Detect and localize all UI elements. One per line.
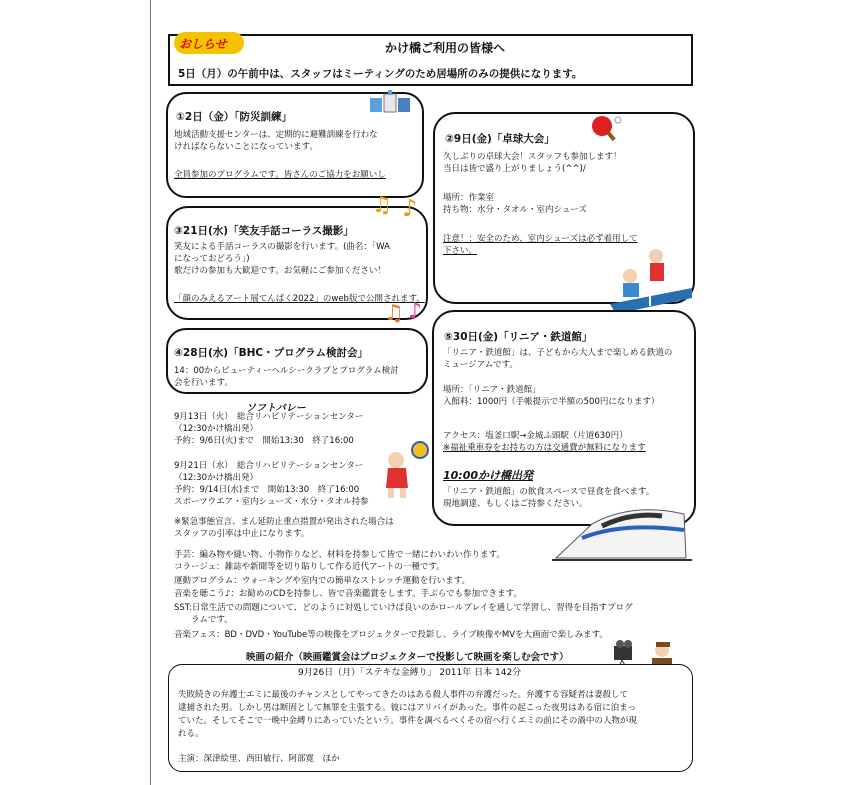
svg-text:♫: ♫ — [384, 301, 404, 326]
movie-cast: 主演：深津絵里、西田敏行、阿部寛 ほか — [178, 754, 340, 764]
volleyball-player-illustration — [378, 440, 430, 500]
music-notes-icon — [372, 186, 432, 226]
event5-body1: 「リニア・鉄道館」は、子どもから大人まで楽しめる鉄道の — [443, 348, 673, 358]
event5-lunch2: 現地調達、もしくはご持参ください。 — [443, 499, 588, 509]
event2-caution2: 下さい。 — [443, 246, 478, 256]
svg-text:♪: ♪ — [402, 194, 418, 222]
event2-items: 持ち物：水分・タオル・室内シューズ — [443, 205, 587, 215]
movie-plot-line: 失敗続きの弁護士エミに最後のチャンスとしてやってきたのはある殺人事件の弁護だった。弁護する容疑者は妻殺して — [178, 690, 628, 700]
event5-access: アクセス：塩釜口駅→金城ふ頭駅（片道630円） — [443, 431, 628, 441]
svg-text:♪: ♪ — [408, 299, 423, 324]
event2-caution1: 注意！：安全のため、室内シューズは必ず着用して — [443, 234, 638, 244]
event5-heading: ⑤30日(金)「リニア・鉄道館」 — [440, 329, 596, 344]
svg-text:♫: ♫ — [372, 193, 392, 218]
movie-heading: 映画の紹介（映画鑑賞会はプロジェクターで投影して映画を楽しむ会です） — [246, 652, 569, 663]
event5-depart: 10:00かけ橋出発 — [443, 469, 534, 482]
notice-message: 5日（月）の午前中は、スタッフはミーティングのため居場所のみの提供になります。 — [178, 68, 583, 80]
event4-heading: ④28日(水)「BHC・プログラム検討会」 — [170, 345, 372, 360]
event2-body1: 久しぶりの卓球大会！スタッフも参加します！ — [443, 152, 622, 162]
program-item: SST:日常生活での問題について、どのように対処していけば良いのかロールプレイを通して学習し、習得を目指すプログ — [174, 603, 633, 613]
volleyball-s2b: （12:30かけ橋出発） — [174, 473, 258, 483]
event2-heading: ②9日(金)「卓球大会」 — [441, 131, 559, 146]
event4-body2: 会を行います。 — [174, 378, 233, 388]
volleyball-title: ソフトバレー — [246, 403, 306, 414]
event5-free-note: ※福祉乗車券をお持ちの方は交通費が無料になります — [443, 443, 646, 453]
page-margin-line — [150, 0, 151, 785]
volleyball-s2d: スポーツウエア・室内シューズ・水分・タオル持参 — [174, 497, 369, 507]
program-item: 手芸：編み物や縫い物、小物作りなど、材料を持参して皆で一緒にわいわい作ります。 — [174, 550, 505, 560]
event5-place: 場所：「リニア・鉄道館」 — [443, 385, 541, 395]
event3-publish: 「顔のみえるアート展てんぱく2022」のweb版で公開されます。 — [174, 294, 425, 304]
event2-place: 場所：作業室 — [443, 193, 495, 203]
event5-fee: 入館料：1000円（手帳提示で半額の500円になります） — [443, 397, 660, 407]
volleyball-s2: 9月21日（水） 総合リハビリテーションセンター — [174, 461, 364, 471]
event2-body2: 当日は皆で盛り上がりましょう(^^)/ — [443, 164, 586, 174]
event1-body1: 地域活動支援センターは、定期的に避難訓練を行わな — [174, 130, 378, 140]
volleyball-s1b: （12:30かけ橋出発） — [174, 424, 258, 434]
event1-note: 全員参加のプログラムです。皆さんのご協力をお願いし — [174, 170, 386, 180]
volleyball-warn1: ※緊急事態宣言、まん延防止重点措置が発出された場合は — [174, 517, 394, 527]
event3-heading: ③21日(水)「笑友手話コーラス撮影」 — [170, 223, 358, 238]
volleyball-s1: 9月13日（火） 総合リハビリテーションセンター — [174, 412, 364, 422]
program-item: コラージュ：雑誌や新聞等を切り貼りして作る近代アートの一種です。 — [174, 562, 445, 572]
movie-plot-line: 逮捕された男。しかし男は断固として無罪を主張する。彼にはアリバイがあった。事件の起こった夜男はある宿に泊まっ — [178, 703, 637, 713]
program-item: ラムです。 — [174, 615, 233, 625]
event3-body1: 笑友による手話コーラスの撮影を行います。(曲名：「WA — [174, 242, 390, 252]
event3-body2: になっておどろう」) — [174, 254, 250, 264]
event1-heading: ①2日（金）「防災訓練」 — [172, 109, 296, 124]
movie-info: 9月26日（月）「ステキな金縛り」 2011年 日本 142分 — [298, 668, 522, 678]
program-item: 運動プログラム：ウォーキングや室内での簡単なストレッチ運動を行います。 — [174, 576, 471, 586]
program-item: 音楽フェス：BD・DVD・YouTube等の映像をプロジェクターで投影し、ライブ映像やMVを大画面で楽しみます。 — [174, 630, 608, 640]
movie-plot-line: ていた。そしてそこで一晩中金縛りにあっていたという。事件を調べるべくその宿へ行くエミの前にその渦中の人物が現 — [178, 716, 637, 726]
bullet-train-illustration — [552, 500, 692, 564]
event4-body1: 14：00からビューティーヘルシークラブとプログラム検討 — [174, 366, 399, 376]
movie-plot-line: れる。 — [178, 729, 204, 739]
event1-body2: ければならないことになっています。 — [174, 142, 318, 152]
volleyball-s1c: 予約：9/6日(火)まで 開始13:30 終了16:00 — [174, 436, 354, 446]
volleyball-s2c: 予約：9/14日(水)まで 開始13:30 終了16:00 — [174, 485, 360, 495]
table-tennis-illustration — [610, 246, 692, 316]
event5-body2: ミュージアムです。 — [443, 360, 518, 370]
disaster-kit-icon — [368, 90, 412, 114]
event3-body3: 歌だけの参加も大歓迎です。お気軽にご参加ください！ — [174, 266, 386, 276]
program-item: 音楽を聴こう♪：お勧めのCDを持参し、皆で音楽鑑賞をします。手ぶらでも参加できます。 — [174, 589, 522, 599]
ping-pong-paddle-icon — [590, 114, 622, 142]
music-note-pink-icon — [384, 296, 432, 326]
notice-badge-text: おしらせ — [179, 37, 227, 51]
event5-lunch1: 「リニア・鉄道館」の飲食スペースで昼食を食べます。 — [443, 487, 655, 497]
notice-title: かけ橋ご利用の皆様へ — [385, 41, 506, 55]
volleyball-warn2: スタッフの引率は中止になります。 — [174, 529, 310, 539]
